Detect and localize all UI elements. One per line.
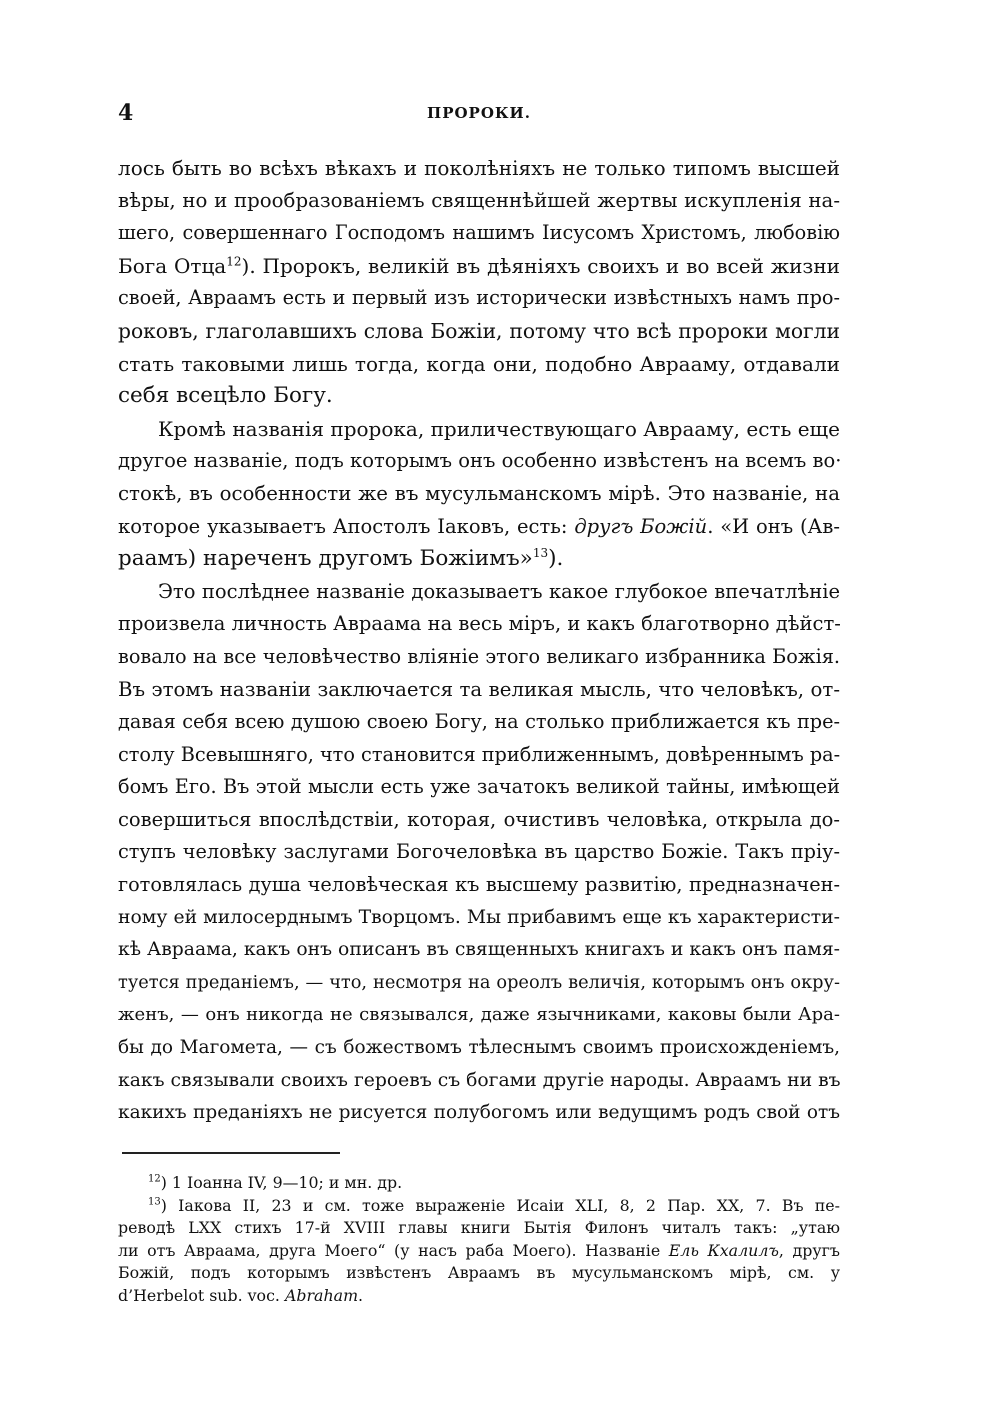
text-line: вовало на все человѣчество вліяніе этого великаго избранника Божія. [118, 644, 840, 668]
running-title: ПРОРОКИ. [427, 104, 531, 122]
text-line: кѣ Авраама, какъ онъ описанъ въ священныхъ книгахъ и какъ онъ памя- [118, 939, 840, 961]
text-line: вѣры, но и прообразованіемъ священнѣйшей жертвы искупленія на- [118, 188, 840, 212]
text-line: готовлялась душа человѣческая къ высшему развитію, предназначен- [118, 873, 840, 897]
text-line: другое названіе, подъ которымъ онъ особенно извѣстенъ на всемъ во· [118, 449, 842, 473]
footnote-13 [118, 1195, 840, 1308]
text-line: совершиться впослѣдствіи, которая, очистивъ человѣка, открыла до- [118, 807, 840, 831]
text-line: стокѣ, въ особенности же въ мусульманскомъ мірѣ. Это названіе, на [118, 481, 840, 505]
text-line: роковъ, глаголавшихъ слова Божіи, потому что всѣ пророки могли [118, 318, 840, 343]
footnote-line: ли отъ Авраама, друга Моего“ (у насъ раба Моего). Названіе Ель Кхалилъ, другъ [118, 1240, 840, 1260]
footnote-mark: 13 [148, 1196, 161, 1208]
body-text [118, 152, 840, 1130]
text-line: которое указываетъ Апостолъ Іаковъ, есть: другъ Божій. «И онъ (Ав- [118, 514, 840, 538]
text-line: ному ей милосерднымъ Творцомъ. Мы прибавимъ еще къ характеристи- [118, 906, 840, 928]
text-line: своей, Авраамъ есть и первый изъ исторически извѣстныхъ намъ про- [118, 286, 840, 310]
text-line: Кромѣ названія пророка, приличествующаго Аврааму, есть еще [158, 416, 840, 441]
text-line: давая себя всею душою своею Богу, на столько приближается къ пре- [118, 710, 840, 734]
text-line: ступъ человѣку заслугами Богочеловѣка въ царство Божіе. Такъ пріу- [118, 840, 840, 864]
footnote-line: $^{12}$) 1 Іоанна IV, 9—10; и мн. др. [148, 1173, 403, 1192]
text-line: стать таковыми лишь тогда, когда они, подобно Аврааму, отдавали [118, 351, 840, 376]
footnote-ref-12: 12 [226, 254, 242, 269]
text-line: бы до Магомета, — съ божествомъ тѣлеснымъ своимъ происхожденіемъ, [118, 1037, 840, 1059]
text-line: лось быть во всѣхъ вѣкахъ и поколѣніяхъ не только типомъ высшей [118, 156, 840, 180]
text-line: столу Всевышняго, что становится приближеннымъ, довѣреннымъ ра- [118, 742, 841, 766]
paragraph-1 [118, 152, 840, 413]
italic-phrase: Ель Кхалилъ [668, 1240, 779, 1260]
text-line: туется преданіемъ, — что, несмотря на ореолъ величія, которымъ онъ окру- [118, 972, 840, 993]
footnotes [118, 1172, 840, 1308]
paragraph-3 [118, 576, 840, 1130]
text-line: шего, совершеннаго Господомъ нашимъ Іисусомъ Христомъ, любовію [118, 221, 840, 245]
text-line: бомъ Его. Въ этой мысли есть уже зачатокъ великой тайны, имѣющей [118, 775, 840, 799]
italic-word: Abraham [284, 1285, 359, 1305]
page-number: 4 [118, 100, 134, 126]
paragraph-2 [118, 413, 840, 576]
text-line: Въ этомъ названіи заключается та великая мысль, что человѣкъ, от- [118, 677, 840, 701]
text-line: раамъ) нареченъ другомъ Божіимъ»$^{13}$). [118, 545, 564, 572]
footnote-line: реводѣ LXX стихъ 17-й XVIII главы книги Бытія Филонъ читалъ такъ: „утаю [118, 1218, 840, 1238]
footnote-line: $^{13}$) Іакова II, 23 и см. тоже выраженіе Исаіи XLI, 8, 2 Пар. XX, 7. Въ пе- [148, 1195, 840, 1215]
text-line: Бога Отца$^{12}$). Пророкъ, великій въ дѣяніяхъ своихъ и во всей жизни [118, 253, 840, 278]
footnote-line: Божій, подъ которымъ извѣстенъ Авраамъ въ мусульманскомъ мірѣ, см. у [118, 1263, 840, 1283]
text-line: женъ, — онъ никогда не связывался, даже язычниками, каковы были Ара- [118, 1004, 840, 1026]
text-line: какъ связывали своихъ героевъ съ богами другіе народы. Авраамъ ни въ [118, 1069, 841, 1091]
italic-phrase: другъ Божій [574, 514, 708, 538]
footnote-line: d’Herbelot sub. voc. Abraham. [118, 1285, 364, 1305]
page-header [118, 100, 840, 130]
footnote-divider [122, 1152, 340, 1154]
footnote-12 [118, 1172, 840, 1195]
text-line: произвела личность Авраама на весь міръ, и какъ благотворно дѣйст- [118, 612, 841, 636]
text-line: какихъ преданіяхъ не рисуется полубогомъ или ведущимъ родъ свой отъ [118, 1102, 840, 1124]
text-line: Это послѣднее названіе доказываетъ какое глубокое впечатлѣніе [158, 579, 840, 603]
text-line: себя всецѣло Богу. [118, 383, 333, 409]
footnote-mark: 12 [148, 1173, 161, 1185]
footnote-ref-13: 13 [532, 545, 549, 560]
